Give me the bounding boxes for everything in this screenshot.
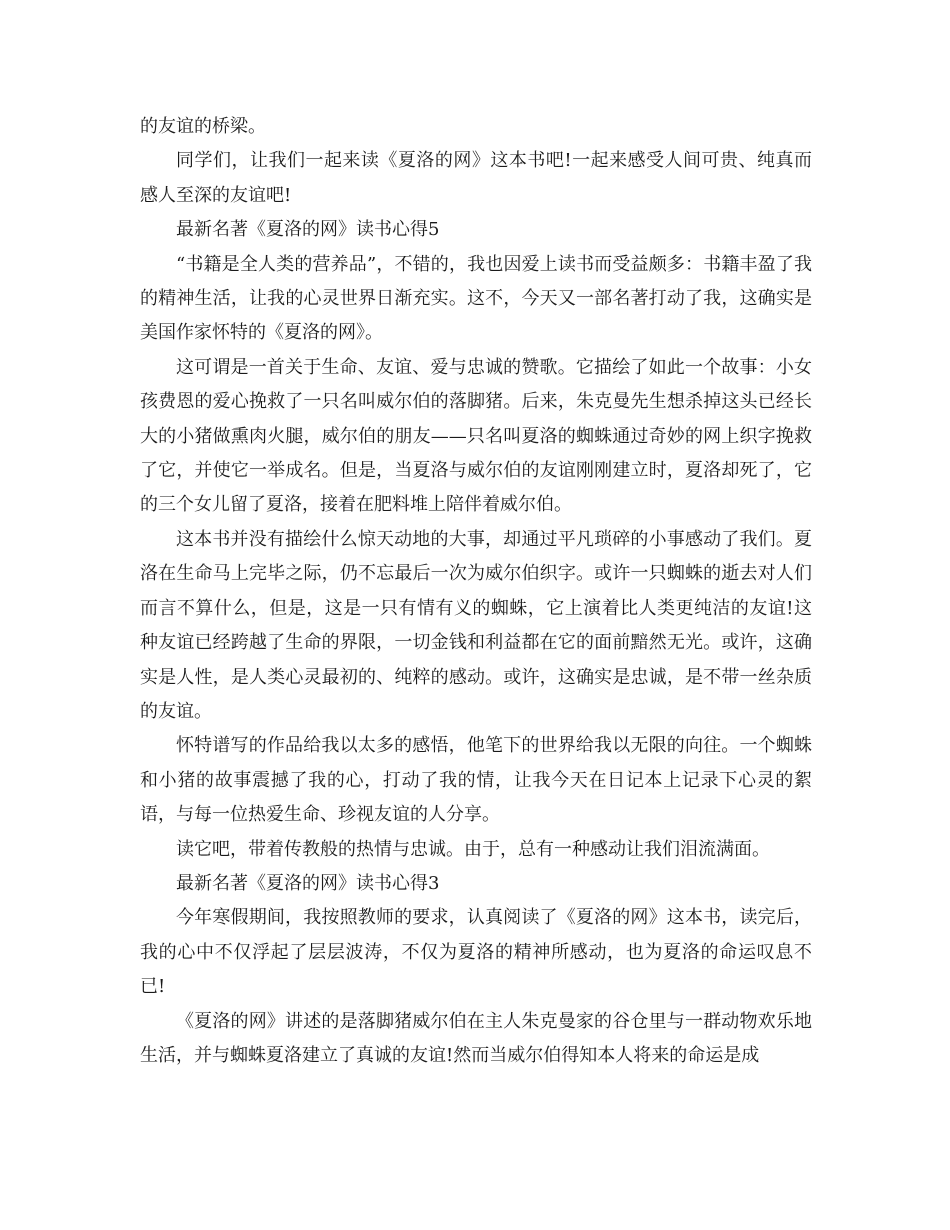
section-heading: 最新名著《夏洛的网》读书心得5 xyxy=(176,219,440,241)
document-body xyxy=(140,110,812,1073)
paragraph: 同学们，让我们一起来读《夏洛的网》这本书吧!一起来感受人间可贵、纯真而感人至深的友谊吧! xyxy=(140,150,812,206)
paragraph: 怀特谱写的作品给我以太多的感悟，他笔下的世界给我以无限的向往。一个蜘蛛和小猪的故事震撼了我的心，打动了我的情，让我今天在日记本上记录下心灵的絮语，与每一位热爱生命、珍视友谊的人分享。 xyxy=(140,735,812,826)
paragraph: “书籍是全人类的营养品”，不错的，我也因爱上读书而受益颇多：书籍丰盈了我的精神生活，让我的心灵世界日渐充实。这不，今天又一部名著打动了我，这确实是美国作家怀特的《夏洛的网》。 xyxy=(140,253,812,344)
paragraph: 《夏洛的网》讲述的是落脚猪威尔伯在主人朱克曼家的谷仓里与一群动物欢乐地生活，并与蜘蛛夏洛建立了真诚的友谊!然而当威尔伯得知本人将来的命运是成 xyxy=(140,1010,812,1066)
paragraph: 今年寒假期间，我按照教师的要求，认真阅读了《夏洛的网》这本书，读完后，我的心中不仅浮起了层层波涛，不仅为夏洛的精神所感动，也为夏洛的命运叹息不已! xyxy=(140,907,812,998)
paragraph-continuation: 的友谊的桥梁。 xyxy=(140,116,266,137)
paragraph: 读它吧，带着传教般的热情与忠诚。由于，总有一种感动让我们泪流满面。 xyxy=(176,838,770,860)
section-heading: 最新名著《夏洛的网》读书心得3 xyxy=(176,872,440,894)
paragraph: 这可谓是一首关于生命、友谊、爱与忠诚的赞歌。它描绘了如此一个故事：小女孩费恩的爱心挽救了一只名叫威尔伯的落脚猪。后来，朱克曼先生想杀掉这头已经长大的小猪做熏肉火腿，威尔伯的朋友——只名叫夏洛的蜘蛛通过奇妙的网上织字挽救了它，并使它一举成名。但是，当夏洛与威尔伯的友谊刚刚建立时，夏洛却死了，它的三个女儿留了夏洛，接着在肥料堆上陪伴着威尔伯。 xyxy=(140,356,812,516)
paragraph: 这本书并没有描绘什么惊天动地的大事，却通过平凡琐碎的小事感动了我们。夏洛在生命马上完毕之际，仍不忘最后一次为威尔伯织字。或许一只蜘蛛的逝去对人们而言不算什么，但是，这是一只有情有义的蜘蛛，它上演着比人类更纯洁的友谊!这种友谊已经跨越了生命的界限，一切金钱和利益都在它的面前黯然无光。或许，这确实是人性，是人类心灵最初的、纯粹的感动。或许，这确实是忠诚，是不带一丝杂质的友谊。 xyxy=(140,528,812,722)
